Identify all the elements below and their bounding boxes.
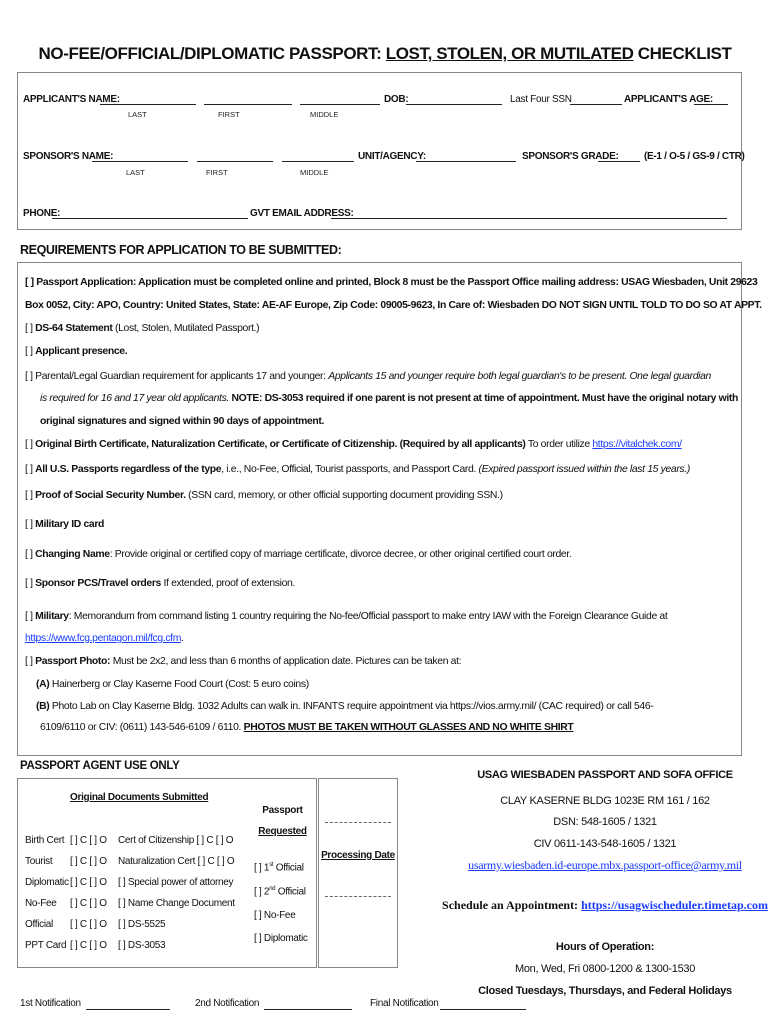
doc-row-name: Tourist bbox=[25, 856, 53, 867]
doc-row-name: Birth Cert bbox=[25, 835, 65, 846]
applicant-middle-caption: MIDDLE bbox=[310, 110, 339, 119]
doc-row-name: Official bbox=[25, 919, 53, 930]
req-guardian[interactable] bbox=[25, 370, 711, 383]
applicant-last-caption: LAST bbox=[128, 110, 147, 119]
sponsor-first-field[interactable] bbox=[197, 161, 273, 162]
req-pcs-orders[interactable] bbox=[25, 577, 295, 590]
doc-row-right[interactable]: Naturalization Cert [ ] C [ ] O bbox=[118, 856, 235, 867]
checkbox-glyph: [ ] bbox=[25, 611, 36, 622]
req-passport-application[interactable]: [ ] Passport Application: Application must be completed online and printed, Block 8 must be the Passport Office mailing address: USAG Wiesbaden, Unit 29623 bbox=[25, 277, 758, 288]
hours-text: Mon, Wed, Fri 0800-1200 & 1300-1530 bbox=[514, 963, 696, 975]
pk1-post: Official bbox=[273, 862, 304, 874]
req-photo-rest: Must be 2x2, and less than 6 months of application date. Pictures can be taken at: bbox=[110, 656, 462, 667]
sponsor-first-caption: FIRST bbox=[206, 168, 228, 177]
sponsor-grade-field[interactable] bbox=[598, 161, 640, 162]
office-dsn: DSN: 548-1605 / 1321 bbox=[553, 816, 657, 828]
notification-2-field[interactable] bbox=[264, 1009, 352, 1010]
doc-row-checkboxes[interactable]: [ ] C [ ] O bbox=[70, 877, 107, 888]
applicant-first-field[interactable] bbox=[204, 104, 292, 105]
sponsor-grade-label: SPONSOR'S GRADE: bbox=[522, 151, 619, 162]
req-name-bold: Changing Name bbox=[35, 549, 110, 560]
req-military-id-bold: Military ID card bbox=[35, 519, 105, 530]
req-all-passports[interactable] bbox=[25, 463, 690, 476]
pk1-pre: [ ] 1 bbox=[254, 862, 270, 874]
req-military-memo-cont bbox=[25, 632, 184, 645]
req-guardian-cont2 bbox=[40, 415, 324, 428]
req-memo-bold: Military bbox=[35, 611, 69, 622]
photo-warning: PHOTOS MUST BE TAKEN WITHOUT GLASSES AND NO WHITE SHIRT bbox=[243, 722, 574, 733]
doc-row-name: PPT Card bbox=[25, 940, 67, 951]
checkbox-glyph: [ ] bbox=[25, 519, 36, 530]
req-guardian-cont bbox=[40, 392, 738, 405]
option-b-label: (B) bbox=[36, 701, 50, 712]
checkbox-glyph: [ ] bbox=[25, 439, 36, 450]
sponsor-last-caption: LAST bbox=[126, 168, 145, 177]
title-prefix: NO-FEE/OFFICIAL/DIPLOMATIC PASSPORT: bbox=[38, 44, 386, 63]
age-label: APPLICANT'S AGE: bbox=[624, 94, 713, 105]
applicant-name-label: APPLICANT'S NAME: bbox=[23, 94, 120, 105]
req-presence-bold: Applicant presence. bbox=[35, 346, 128, 357]
schedule-link[interactable]: https://usagwischeduler.timetap.com bbox=[581, 898, 768, 912]
pk2-post: Official bbox=[275, 886, 306, 898]
checkbox-glyph: [ ] bbox=[25, 490, 36, 501]
doc-row-name: No-Fee bbox=[25, 898, 57, 909]
req-changing-name[interactable] bbox=[25, 548, 571, 561]
req-ssn-rest: (SSN card, memory, or other official supporting document providing SSN.) bbox=[185, 490, 503, 501]
gvt-email-label: GVT EMAIL ADDRESS: bbox=[250, 208, 354, 219]
req-birth-certificate[interactable] bbox=[25, 438, 682, 451]
age-field[interactable] bbox=[694, 104, 728, 105]
applicant-middle-field[interactable] bbox=[300, 104, 380, 105]
unit-agency-field[interactable] bbox=[416, 161, 516, 162]
req-guardian-italic2: is required for 16 and 17 year old applicants. bbox=[40, 393, 229, 404]
req-ssn-proof[interactable] bbox=[25, 489, 503, 502]
doc-row-right[interactable]: Cert of Citizenship [ ] C [ ] O bbox=[118, 835, 234, 846]
pk-2nd-official[interactable] bbox=[254, 886, 306, 897]
sponsor-middle-caption: MIDDLE bbox=[300, 168, 329, 177]
notification-1 bbox=[20, 998, 81, 1009]
ssn-label: Last Four SSN bbox=[510, 94, 572, 105]
pk-no-fee[interactable]: [ ] No-Fee bbox=[254, 910, 296, 921]
req-ds64-bold: DS-64 Statement bbox=[35, 323, 113, 334]
req-ds64[interactable] bbox=[25, 322, 259, 335]
req-passports-rest: , i.e., No-Fee, Official, Tourist passports, and Passport Card. bbox=[221, 464, 479, 475]
req-name-rest: : Provide original or certified copy of marriage certificate, divorce decree, or other original certified court order. bbox=[109, 549, 572, 560]
schedule-appointment bbox=[440, 898, 770, 913]
req-photo-option-b bbox=[36, 700, 653, 713]
req-memo-end: . bbox=[181, 633, 184, 644]
original-documents-title: Original Documents Submitted bbox=[70, 792, 209, 803]
ssn-field[interactable] bbox=[570, 104, 622, 105]
vitalchek-link[interactable]: https://vitalchek.com/ bbox=[592, 439, 682, 450]
option-b-text2: 6109/6110 or CIV: (0611) 143-546-6109 / 6110. bbox=[40, 722, 244, 733]
unit-agency-label: UNIT/AGENCY: bbox=[358, 151, 426, 162]
req-birth-rest: To order utilize bbox=[525, 439, 593, 450]
doc-row-checkboxes[interactable]: [ ] C [ ] O bbox=[70, 856, 107, 867]
doc-row-right[interactable]: [ ] Special power of attorney bbox=[118, 877, 234, 888]
checkbox-glyph: [ ] bbox=[25, 578, 36, 589]
sponsor-name-label: SPONSOR'S NAME: bbox=[23, 151, 114, 162]
req-applicant-presence[interactable] bbox=[25, 345, 127, 358]
passport-requested-header bbox=[250, 800, 315, 842]
req-photo-bold: Passport Photo: bbox=[35, 656, 111, 667]
processing-date-label: Processing Date bbox=[321, 850, 395, 861]
office-civ: CIV 0611-143-548-1605 / 1321 bbox=[533, 838, 677, 850]
requirements-heading: REQUIREMENTS FOR APPLICATION TO BE SUBMITTED: bbox=[20, 243, 342, 257]
req-birth-bold: Original Birth Certificate, Naturalization Certificate, or Certificate of Citizenship. (Required by all applicants) bbox=[35, 439, 526, 450]
gvt-email-field[interactable] bbox=[331, 218, 727, 219]
pk2-pre: [ ] 2 bbox=[254, 886, 270, 898]
req-military-id[interactable] bbox=[25, 518, 104, 531]
pk-1st-official[interactable] bbox=[254, 862, 304, 873]
notification-2 bbox=[195, 998, 259, 1009]
passport-requested-line2: Requested bbox=[258, 826, 307, 837]
req-pcs-bold: Sponsor PCS/Travel orders bbox=[35, 578, 161, 589]
office-email-link[interactable]: usarmy.wiesbaden.id-europe.mbx.passport-office@army.mil bbox=[468, 858, 742, 872]
checkbox-glyph: [ ] bbox=[25, 656, 36, 667]
doc-row-checkboxes[interactable]: [ ] C [ ] O bbox=[70, 919, 107, 930]
req-ssn-bold: Proof of Social Security Number. bbox=[35, 490, 186, 501]
phone-label: PHONE: bbox=[23, 208, 61, 219]
notification-1-label: 1st Notification bbox=[20, 998, 81, 1009]
passport-requested-line1: Passport bbox=[262, 805, 303, 816]
page-title bbox=[0, 44, 770, 64]
schedule-label: Schedule an Appointment: bbox=[442, 898, 582, 912]
sponsor-middle-field[interactable] bbox=[282, 161, 354, 162]
doc-row-checkboxes[interactable]: [ ] C [ ] O bbox=[70, 835, 107, 846]
applicant-first-caption: FIRST bbox=[218, 110, 240, 119]
notification-1-field[interactable] bbox=[86, 1009, 170, 1010]
pk-diplomatic[interactable]: [ ] Diplomatic bbox=[254, 933, 308, 944]
notification-final-field[interactable] bbox=[440, 1009, 526, 1010]
doc-row-right[interactable]: [ ] Name Change Document bbox=[118, 898, 235, 909]
processing-date-box bbox=[318, 778, 398, 968]
hours-title: Hours of Operation: bbox=[555, 941, 655, 953]
req-guardian-note: NOTE: DS-3053 required if one parent is not present at time of appointment. Must have the original notary with bbox=[228, 393, 739, 404]
office-email-line bbox=[440, 858, 770, 873]
office-name: USAG WIESBADEN PASSPORT AND SOFA OFFICE bbox=[477, 769, 733, 781]
checkbox-glyph: [ ] bbox=[25, 464, 36, 475]
doc-row-right[interactable]: [ ] DS-5525 bbox=[118, 919, 166, 930]
dob-field[interactable] bbox=[406, 104, 502, 105]
processing-date-dashline-top bbox=[325, 822, 391, 823]
sponsor-last-field[interactable] bbox=[92, 161, 188, 162]
phone-field[interactable] bbox=[52, 218, 248, 219]
office-address: CLAY KASERNE BLDG 1023E RM 161 / 162 bbox=[500, 795, 710, 807]
req-passport-application-cont: Box 0052, City: APO, Country: United States, State: AE-AF Europe, Zip Code: 09005-9623, In Care of: Wiesbaden DO NOT SIGN UNTIL TOLD TO DO SO AT APPT. bbox=[25, 300, 762, 311]
option-a-text: Hainerberg or Clay Kaserne Food Court (Cost: 5 euro coins) bbox=[49, 679, 309, 690]
doc-row-name: Diplomatic bbox=[25, 877, 69, 888]
req-passport-photo[interactable] bbox=[25, 655, 461, 668]
checkbox-glyph: [ ] bbox=[25, 323, 36, 334]
fcg-link[interactable]: https://www.fcg.pentagon.mil/fcg.cfm bbox=[25, 633, 182, 644]
doc-row-checkboxes[interactable]: [ ] C [ ] O bbox=[70, 940, 107, 951]
closed-text: Closed Tuesdays, Thursdays, and Federal Holidays bbox=[478, 985, 732, 997]
title-underlined: LOST, STOLEN, OR MUTILATED bbox=[385, 44, 634, 63]
option-a-label: (A) bbox=[36, 679, 50, 690]
req-memo-rest: : Memorandum from command listing 1 country requiring the No-fee/Official passport to make entry IAW with the Foreign Clearance Guide at bbox=[68, 611, 668, 622]
grade-options: (E-1 / O-5 / GS-9 / CTR) bbox=[644, 151, 745, 162]
req-guardian-note2: original signatures and signed within 90 days of appointment. bbox=[40, 416, 325, 427]
option-b-text: Photo Lab on Clay Kaserne Bldg. 1032 Adults can walk in. INFANTS require appointment via https://vios.army.mil/ (CAC required) or call 546- bbox=[49, 701, 654, 712]
applicant-last-field[interactable] bbox=[100, 104, 196, 105]
title-suffix: CHECKLIST bbox=[633, 44, 732, 63]
notification-final-label: Final Notification bbox=[370, 998, 439, 1009]
req-guardian-italic: Applicants 15 and younger require both legal guardian's to be present. One legal guardian bbox=[328, 371, 711, 382]
req-guardian-plain: [ ] Parental/Legal Guardian requirement for applicants 17 and younger: bbox=[25, 371, 329, 382]
req-military-memo[interactable] bbox=[25, 610, 667, 623]
notification-final bbox=[370, 998, 439, 1009]
req-photo-option-b-cont bbox=[40, 721, 573, 734]
req-passports-bold: All U.S. Passports regardless of the type bbox=[35, 464, 222, 475]
req-pcs-rest: If extended, proof of extension. bbox=[160, 578, 295, 589]
req-photo-option-a bbox=[36, 678, 309, 691]
agent-use-heading: PASSPORT AGENT USE ONLY bbox=[20, 760, 180, 772]
pk1-sup: st bbox=[269, 862, 274, 868]
notification-2-label: 2nd Notification bbox=[195, 998, 260, 1009]
pk2-sup: nd bbox=[269, 886, 276, 892]
req-ds64-rest: (Lost, Stolen, Mutilated Passport.) bbox=[112, 323, 260, 334]
doc-row-right[interactable]: [ ] DS-3053 bbox=[118, 940, 166, 951]
processing-date-field[interactable] bbox=[325, 896, 391, 897]
checkbox-glyph: [ ] bbox=[25, 346, 36, 357]
req-passports-italic: (Expired passport issued within the last 15 years.) bbox=[478, 464, 690, 475]
checkbox-glyph: [ ] bbox=[25, 549, 36, 560]
doc-row-checkboxes[interactable]: [ ] C [ ] O bbox=[70, 898, 107, 909]
dob-label: DOB: bbox=[384, 94, 409, 105]
